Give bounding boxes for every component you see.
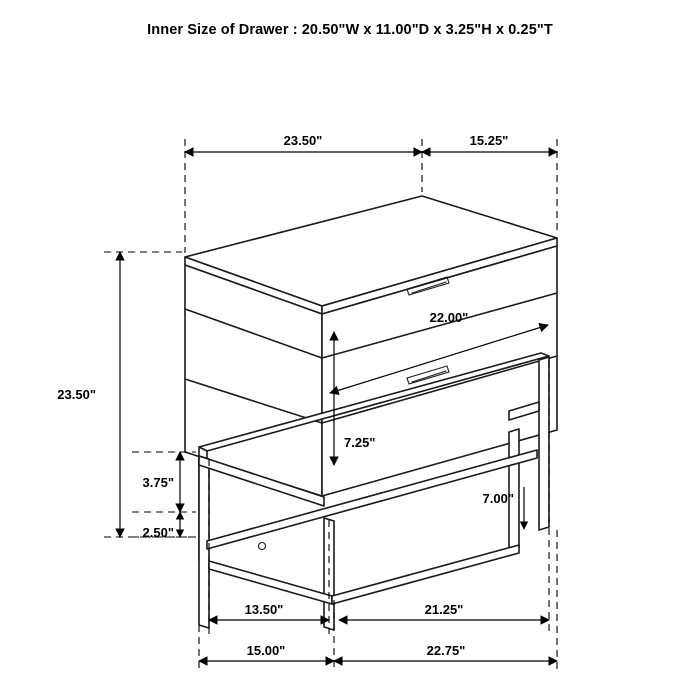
dim-base-lower-label: 2.50"	[142, 525, 174, 540]
dim-drawer-stack-label: 7.25"	[344, 435, 376, 450]
dim-drawer-width-label: 22.00"	[429, 310, 469, 325]
dimension-base-upper	[132, 452, 196, 512]
dim-base-right-label: 7.00"	[482, 491, 514, 506]
dim-top-left-label: 23.50"	[283, 133, 323, 148]
dim-bottom-inner-left-label: 13.50"	[244, 602, 284, 617]
dim-bottom-outer-right-label: 22.75"	[426, 643, 466, 658]
dim-bottom-outer-left-label: 15.00"	[246, 643, 286, 658]
dim-overall-height-label: 23.50"	[57, 387, 96, 402]
dimension-overall-height	[57, 252, 197, 537]
dimension-base-lower	[132, 512, 196, 540]
dim-base-upper-label: 3.75"	[142, 475, 174, 490]
cabinet-body	[185, 196, 557, 496]
dim-top-right-label: 15.25"	[469, 133, 509, 148]
dimension-bottom-outer-right	[334, 530, 557, 672]
dim-bottom-inner-right-label: 21.25"	[424, 602, 464, 617]
page-title: Inner Size of Drawer : 20.50"W x 11.00"D x 3.25"H x 0.25"T	[147, 22, 553, 38]
